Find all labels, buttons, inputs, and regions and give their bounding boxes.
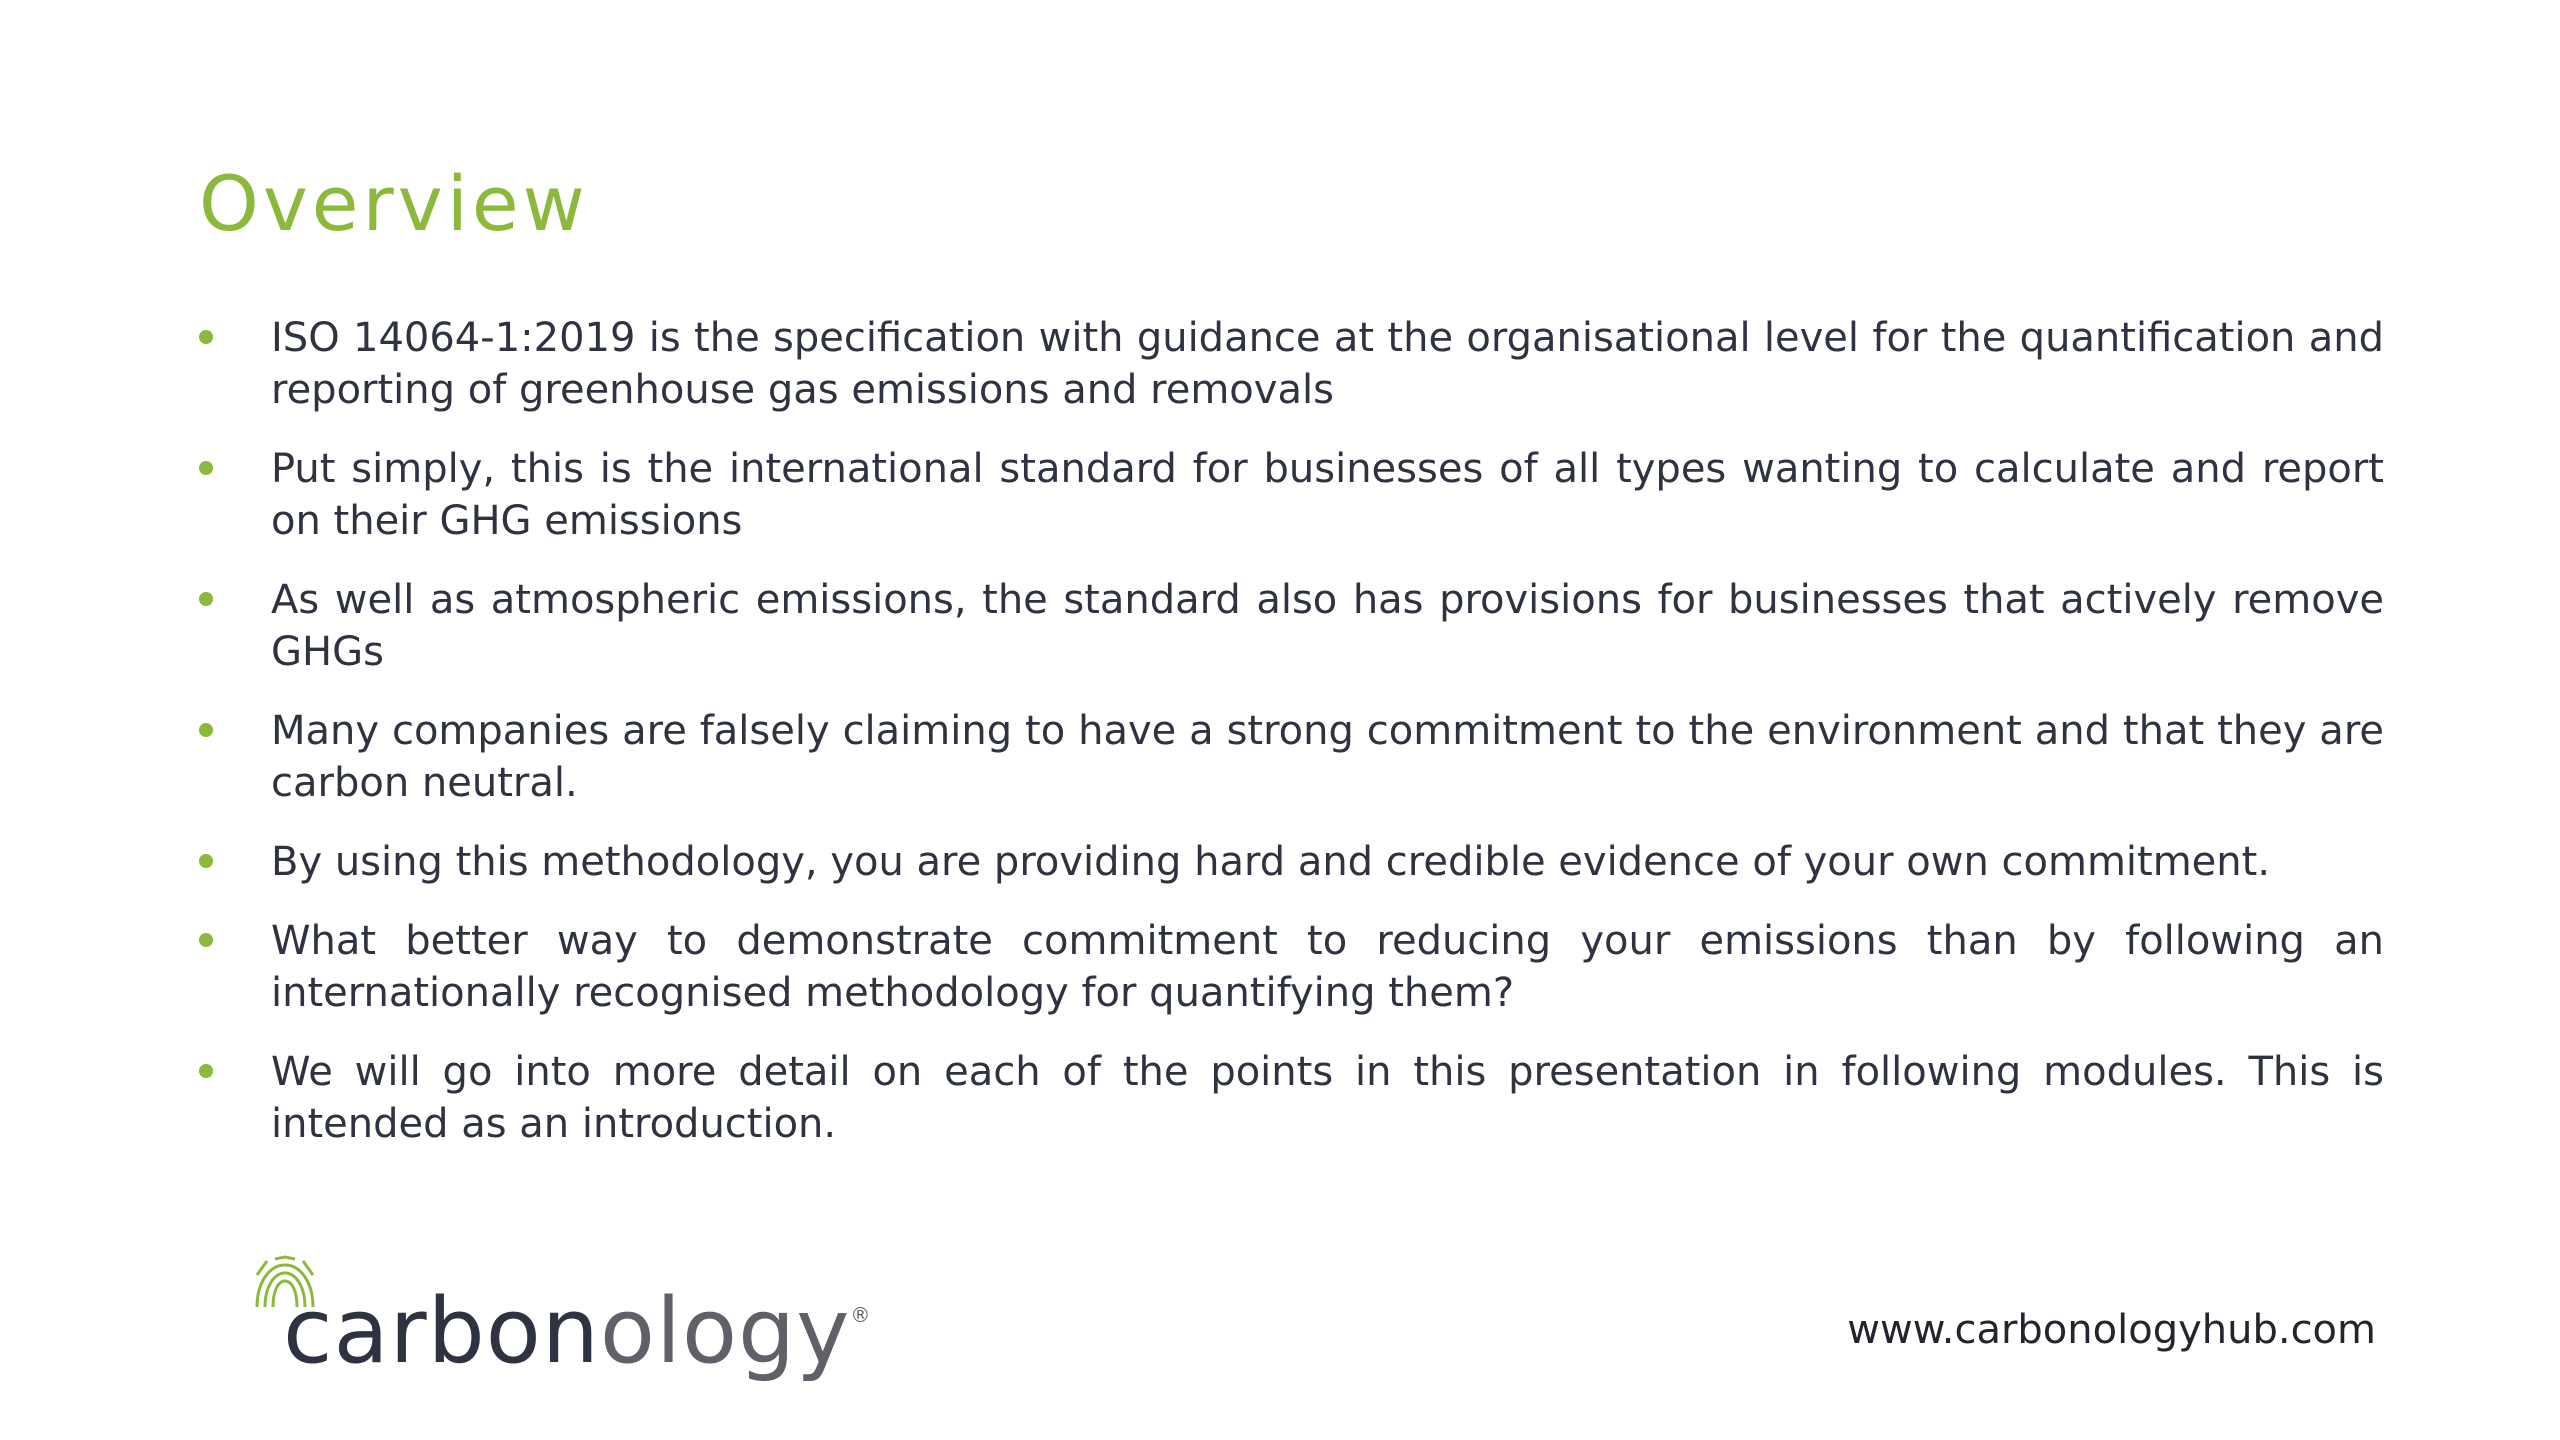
logo-wordmark [283, 1255, 871, 1392]
logo-text-light: ology [599, 1279, 851, 1384]
bullet-item [199, 574, 2384, 678]
bullet-text: By using this methodology, you are providing hard and credible evidence of your own commitment. [271, 839, 2271, 885]
bullet-text: What better way to demonstrate commitment to reducing your emissions than by following an internationally recognised methodology for quantifying them? [271, 918, 2384, 1016]
bullet-item [199, 705, 2384, 809]
registered-mark: ® [850, 1303, 872, 1327]
logo-text-dark: carbon [283, 1279, 600, 1384]
bullet-dot-icon [199, 1064, 213, 1078]
bullet-item [199, 836, 2384, 888]
carbonology-logo [253, 1255, 872, 1384]
bullet-list [199, 312, 2384, 1177]
bullet-dot-icon [199, 933, 213, 947]
bullet-dot-icon [199, 330, 213, 344]
slide-title: Overview [199, 159, 589, 248]
bullet-item [199, 915, 2384, 1019]
bullet-dot-icon [199, 723, 213, 737]
bullet-dot-icon [199, 461, 213, 475]
bullet-text: We will go into more detail on each of the points in this presentation in following modules. This is intended as an introduction. [271, 1049, 2384, 1147]
bullet-text: Put simply, this is the international standard for businesses of all types wanting to calculate and report on their GHG emissions [271, 446, 2384, 544]
bullet-item [199, 1046, 2384, 1150]
bullet-text: Many companies are falsely claiming to have a strong commitment to the environment and that they are carbon neutral. [271, 708, 2384, 806]
bullet-dot-icon [199, 854, 213, 868]
bullet-item [199, 312, 2384, 416]
bullet-item [199, 443, 2384, 547]
bullet-dot-icon [199, 592, 213, 606]
website-url: www.carbonologyhub.com [1847, 1307, 2376, 1353]
bullet-text: As well as atmospheric emissions, the standard also has provisions for businesses that actively remove GHGs [271, 577, 2384, 675]
bullet-text: ISO 14064-1:2019 is the specification with guidance at the organisational level for the quantification and reporting of greenhouse gas emissions and removals [271, 315, 2384, 413]
